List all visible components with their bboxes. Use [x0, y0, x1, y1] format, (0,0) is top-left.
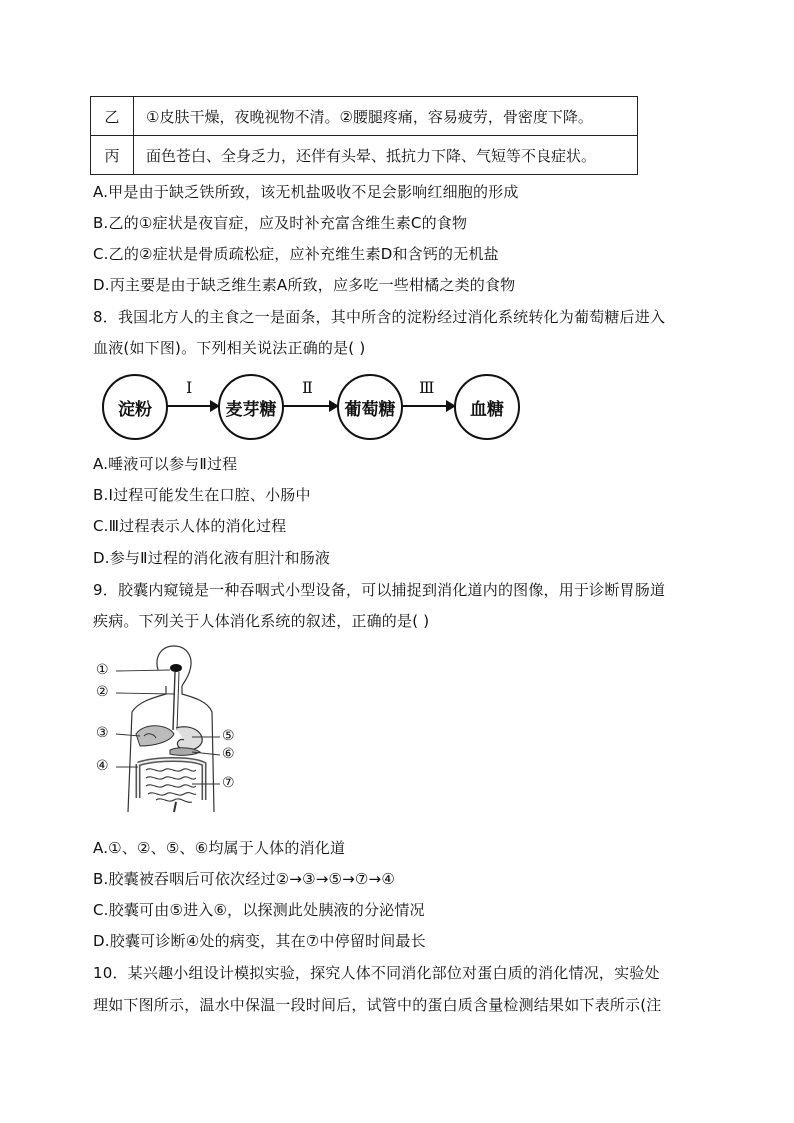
label-7: ⑦	[222, 775, 235, 791]
q8-option-d: D.参与Ⅱ过程的消化液有胆汁和肠液	[93, 549, 331, 567]
q8-option-c: C.Ⅲ过程表示人体的消化过程	[93, 517, 287, 535]
table-row	[91, 97, 638, 136]
arrow-1-label: Ⅰ	[186, 378, 193, 397]
label-5: ⑤	[222, 728, 235, 744]
label-2: ②	[96, 684, 109, 700]
q10-stem-line1: 10．某兴趣小组设计模拟实验，探究人体不同消化部位对蛋白质的消化情况，实验处	[93, 964, 660, 982]
table-value: 面色苍白、全身乏力，还伴有头晕、抵抗力下降、气短等不良症状。	[134, 136, 638, 175]
q8-stem-line2: 血液(如下图)。下列相关说法正确的是( )	[93, 339, 366, 357]
q8-option-a: A.唾液可以参与Ⅱ过程	[93, 455, 238, 473]
node-blood-sugar: 血糖	[454, 374, 520, 440]
q7-option-b: B.乙的①症状是夜盲症，应及时补充富含维生素C的食物	[93, 214, 468, 232]
q9-option-b: B.胶囊被吞咽后可依次经过②→③→⑤→⑦→④	[93, 870, 395, 888]
label-6: ⑥	[222, 746, 235, 762]
arrow-2	[282, 405, 337, 407]
label-4: ④	[96, 758, 109, 774]
table-key: 丙	[91, 136, 134, 175]
node-starch: 淀粉	[102, 374, 168, 440]
q8-stem-line1: 8．我国北方人的主食之一是面条，其中所含的淀粉经过消化系统转化为葡萄糖后进入	[93, 308, 666, 326]
label-1: ①	[96, 662, 109, 678]
q9-stem-line1: 9．胶囊内窥镜是一种吞咽式小型设备，可以捕捉到消化道内的图像，用于诊断胃肠道	[93, 581, 666, 599]
table-value: ①皮肤干燥，夜晚视物不清。②腰腿疼痛，容易疲劳，骨密度下降。	[134, 97, 638, 136]
table-key: 乙	[91, 97, 134, 136]
table-row	[91, 136, 638, 175]
label-3: ③	[96, 725, 109, 741]
node-maltose: 麦芽糖	[218, 374, 284, 440]
q9-option-d: D.胶囊可诊断④处的病变，其在⑦中停留时间最长	[93, 932, 426, 950]
q8-option-b: B.Ⅰ过程可能发生在口腔、小肠中	[93, 486, 311, 504]
q9-stem-line2: 疾病。下列关于人体消化系统的叙述，正确的是( )	[93, 612, 430, 630]
arrow-3-label: Ⅲ	[419, 378, 435, 397]
q9-option-c: C.胶囊可由⑤进入⑥，以探测此处胰液的分泌情况	[93, 901, 425, 919]
arrow-1	[166, 405, 218, 407]
q7-option-d: D.丙主要是由于缺乏维生素A所致，应多吃一些柑橘之类的食物	[93, 276, 516, 294]
q10-stem-line2: 理如下图所示，温水中保温一段时间后，试管中的蛋白质含量检测结果如下表所示(注	[93, 996, 662, 1014]
arrow-2-label: Ⅱ	[302, 378, 313, 397]
digestive-system-figure	[96, 642, 246, 814]
symptom-table	[90, 96, 638, 175]
q7-option-a: A.甲是由于缺乏铁所致，该无机盐吸收不足会影响红细胞的形成	[93, 183, 519, 201]
arrow-3	[401, 405, 454, 407]
q9-option-a: A.①、②、⑤、⑥均属于人体的消化道	[93, 839, 346, 857]
node-glucose: 葡萄糖	[337, 374, 403, 440]
q7-option-c: C.乙的②症状是骨质疏松症，应补充维生素D和含钙的无机盐	[93, 245, 499, 263]
